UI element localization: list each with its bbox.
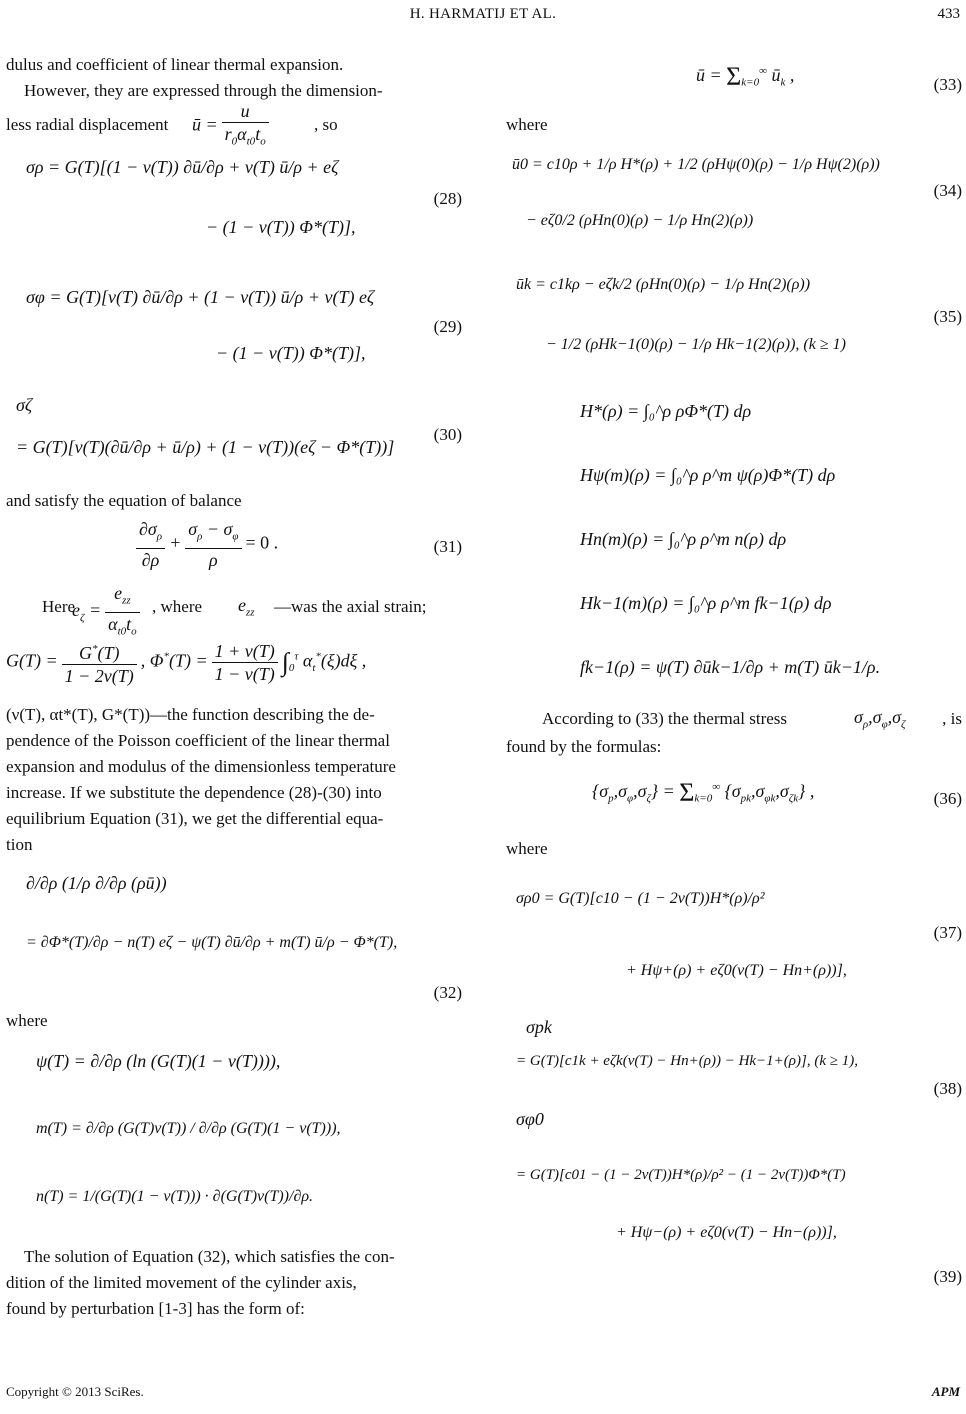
paragraph: expansion and modulus of the dimensionless temperature — [6, 757, 396, 776]
f-k-def: fk−1(ρ) = ψ(T) ∂ūk−1/∂ρ + m(T) ūk−1/ρ. — [580, 657, 881, 677]
equation-number: (39) — [933, 1267, 962, 1286]
paragraph: and satisfy the equation of balance — [6, 491, 242, 510]
paragraph: According to (33) the thermal stress $\sigma_\rho,\sigma_\varphi,\sigma_\zeta$ , is — [542, 707, 962, 731]
paragraph: dulus and coefficient of linear thermal expansion. — [6, 55, 344, 74]
coefficient-definitions — [6, 1034, 462, 1244]
equation-38-line2: = G(T)[c1k + eζk(ν(T) − Hn+(ρ)) − Hk−1+(ρ)], (k ≥ 1), — [516, 1053, 858, 1069]
equation-number: (33) — [933, 75, 962, 94]
psi-def: ψ(T) = ∂/∂ρ (ln (G(T)(1 − ν(T)))), — [36, 1051, 281, 1071]
equation-number: (36) — [933, 789, 962, 808]
equation-39-line1: σφ0 — [516, 1109, 544, 1129]
paragraph: (ν(T), αt*(T), G*(T))—the function describing the de- — [6, 705, 375, 724]
here-definition: Here $e_\zeta$ = $\frac{e_{zz}}{\alpha_{t0}t_o}$ , where $e_{zz}$ —was the axial strain; — [6, 580, 462, 638]
m-def: m(T) = ∂/∂ρ (G(T)ν(T)) / ∂/∂ρ (G(T)(1 − ν(T))), — [36, 1120, 341, 1137]
paragraph: tion — [6, 835, 33, 854]
axial-strain-def: $e_\zeta$ = $\frac{e_{zz}}{\alpha_{t0}t_o}$ — [72, 582, 144, 642]
equation-29-line1: σφ = G(T)[ν(T) ∂ū/∂ρ + (1 − ν(T)) ū/ρ + ν(T) eζ — [26, 287, 375, 307]
equation-32 — [6, 858, 462, 1008]
equation-29-line2: − (1 − ν(T)) Φ*(T)], — [216, 343, 366, 363]
equation-number: (37) — [933, 923, 962, 942]
paragraph: However, they are expressed through the dimension- — [24, 81, 383, 100]
page-number: 433 — [937, 6, 960, 22]
equation-39 — [506, 1102, 962, 1294]
equation-34 — [506, 138, 962, 258]
equation-31 — [6, 514, 462, 580]
H-star-def: H*(ρ) = ∫₀^ρ ρΦ*(T) dρ — [580, 401, 752, 421]
paragraph: dition of the limited movement of the cylinder axis, — [6, 1273, 357, 1292]
paragraph: where — [6, 1011, 48, 1030]
equation-38 — [506, 1004, 962, 1102]
equation-32-line1: ∂/∂ρ (1/ρ ∂/∂ρ (ρū)) — [26, 873, 167, 893]
paragraph: increase. If we substitute the dependence (28)-(30) into — [6, 783, 382, 802]
equation-36 — [506, 760, 962, 836]
equation-number: (28) — [433, 189, 462, 208]
equation-38-line1: σpk — [526, 1017, 552, 1037]
H-psi-def: Hψ(m)(ρ) = ∫₀^ρ ρ^m ψ(ρ)Φ*(T) dρ — [580, 465, 836, 485]
equation-28-line2: − (1 − ν(T)) Φ*(T)], — [206, 217, 356, 237]
equation-32-line2: = ∂Φ*(T)/∂ρ − n(T) eζ − ψ(T) ∂ū/∂ρ + m(T) ū/ρ − Φ*(T), — [26, 934, 398, 951]
equation-number: (31) — [433, 537, 462, 556]
paragraph: equilibrium Equation (31), we get the differential equa- — [6, 809, 384, 828]
equation-number: (30) — [433, 425, 462, 444]
equation-36-body: $\{\sigma_p,\sigma_\varphi,\sigma_\zeta\} = \Sigma_{k=0}^\infty$ $\{\sigma_{pk},\sigma_{\varphi k},\sigma_{\zeta k}\}$ , — [592, 777, 815, 807]
equation-number: (29) — [433, 317, 462, 336]
equation-number: (38) — [933, 1079, 962, 1098]
equation-number: (35) — [933, 307, 962, 326]
equation-28 — [6, 144, 462, 272]
equation-30 — [6, 392, 462, 488]
page-footer — [6, 1384, 960, 1400]
page-header — [0, 4, 966, 34]
paragraph: pendence of the Poisson coefficient of the linear thermal — [6, 731, 390, 750]
n-def: n(T) = 1/(G(T)(1 − ν(T))) · ∂(G(T)ν(T))/∂ρ. — [36, 1188, 314, 1205]
displacement-def: ū = $\frac{u}{r_0\alpha_{t0}t_o}$ — [192, 100, 273, 153]
equation-37 — [506, 862, 962, 1004]
integral-definitions — [506, 388, 962, 706]
equation-33-body: ū = $\Sigma_{k=0}^\infty$ $ū_k$ , — [696, 61, 795, 91]
equation-35-line1: ūk = c1kρ − eζk/2 (ρHn(0)(ρ) − 1/ρ Hn(2)(ρ)) — [516, 276, 811, 293]
equation-28-line1: σρ = G(T)[(1 − ν(T)) ∂ū/∂ρ + ν(T) ū/ρ + eζ — [26, 157, 339, 177]
equation-30-line2: = G(T)[ν(T)(∂ū/∂ρ + ū/ρ) + (1 − ν(T))(eζ − Φ*(T))] — [16, 437, 395, 457]
material-functions: G(T) = $\frac{G^*(T)}{1 - 2\nu(T)}$ , Φ*(T) = $\frac{1 + \nu(T)}{1 - \nu(T)}$ $\int_0^\tau$ $\alpha_t^*(\xi)d\xi$ , — [6, 638, 462, 702]
equation-31-body: $\frac{\partial\sigma_\rho}{\partial\rho}$ + $\frac{\sigma_\rho - \sigma_\varphi}{\rho}$ = 0 . — [132, 518, 278, 571]
equation-34-line1: ū0 = c10ρ + 1/ρ H*(ρ) + 1/2 (ρHψ(0)(ρ) − 1/ρ Hψ(2)(ρ)) — [512, 156, 880, 173]
right-column — [506, 52, 962, 1294]
left-column — [6, 52, 462, 1322]
equation-37-line2: + Hψ+(ρ) + eζ0(ν(T) − Hn+(ρ))], — [626, 962, 847, 979]
paragraph: where — [506, 115, 548, 134]
equation-30-line1: σζ — [16, 395, 33, 415]
equation-37-line1: σρ0 = G(T)[c10 − (1 − 2ν(T))H*(ρ)/ρ² — [516, 890, 765, 907]
paragraph: The solution of Equation (32), which satisfies the con- — [24, 1247, 395, 1266]
H-k-def: Hk−1(m)(ρ) = ∫₀^ρ ρ^m fk−1(ρ) dρ — [580, 593, 832, 613]
equation-33 — [506, 52, 962, 112]
paragraph: found by perturbation [1-3] has the form of: — [6, 1299, 305, 1318]
running-title: H. HARMATIJ ET AL. — [409, 6, 557, 22]
equation-39-line2: = G(T)[c01 − (1 − 2ν(T))H*(ρ)/ρ² − (1 − 2ν(T))Φ*(T) — [516, 1167, 846, 1183]
equation-34-line2: − eζ0/2 (ρHn(0)(ρ) − 1/ρ Hn(2)(ρ)) — [526, 212, 754, 229]
equation-35 — [506, 258, 962, 388]
equation-35-line2: − 1/2 (ρHk−1(0)(ρ) − 1/ρ Hk−1(2)(ρ)), (k ≥ 1) — [546, 336, 846, 353]
journal-abbrev: APM — [931, 1384, 960, 1399]
H-n-def: Hn(m)(ρ) = ∫₀^ρ ρ^m n(ρ) dρ — [580, 529, 787, 549]
equation-29 — [6, 272, 462, 392]
inline-definition: less radial displacement ū = $\frac{u}{r_0\alpha_{t0}t_o}$ , so — [6, 104, 462, 144]
equation-39-line3: + Hψ−(ρ) + eζ0(ν(T) − Hn−(ρ))], — [616, 1224, 837, 1241]
equation-number: (34) — [933, 181, 962, 200]
equation-number: (32) — [433, 983, 462, 1002]
copyright: Copyright © 2013 SciRes. — [6, 1384, 144, 1399]
paragraph: where — [506, 839, 548, 858]
paragraph: found by the formulas: — [506, 737, 662, 756]
